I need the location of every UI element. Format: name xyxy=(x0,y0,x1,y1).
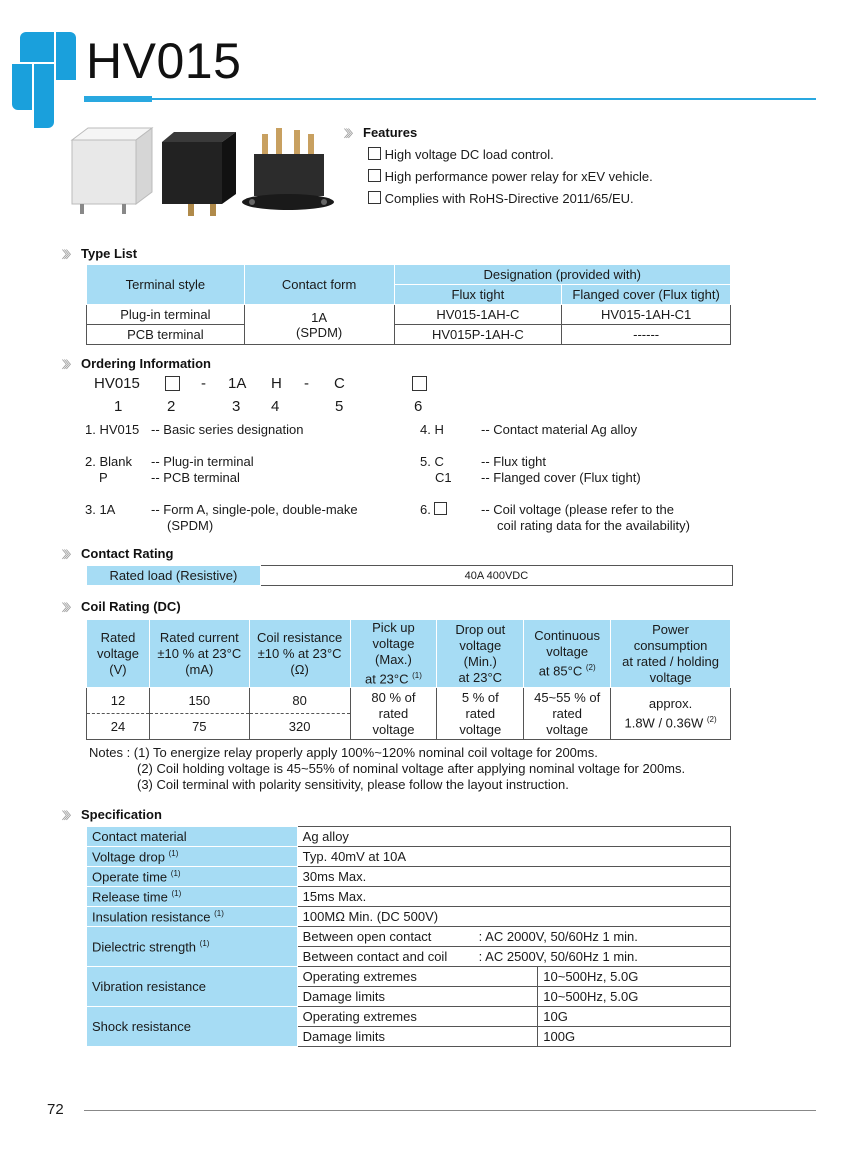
ordering-heading: 〉〉〉 Ordering Information xyxy=(62,356,211,371)
spec-value: 100G xyxy=(538,1027,731,1047)
order-key: 2. Blank xyxy=(85,454,132,469)
note-3: (3) Coil terminal with polarity sensitivity, please follow the layout instruction. xyxy=(137,777,569,792)
order-key: C1 xyxy=(435,470,452,485)
col-terminal-style: Terminal style xyxy=(87,265,245,305)
checkbox-icon xyxy=(434,502,447,515)
contact-form-cell: 1A (SPDM) xyxy=(244,305,394,345)
flanged-relay-image xyxy=(242,128,334,210)
page-title: HV015 xyxy=(86,33,242,89)
order-value: -- Basic series designation xyxy=(151,422,304,437)
order-key: P xyxy=(99,470,108,485)
spec-value: 10G xyxy=(538,1007,731,1027)
spec-key: Damage limits xyxy=(297,987,538,1007)
code-part-3: 1A xyxy=(228,375,247,392)
footer-rule xyxy=(84,1110,816,1111)
order-value: -- Form A, single-pole, double-make xyxy=(151,502,358,517)
spec-label: Vibration resistance xyxy=(87,967,298,1007)
terminal-cell: PCB terminal xyxy=(87,325,245,345)
chevron-icon: 〉〉〉 xyxy=(344,129,355,140)
code-number: 4 xyxy=(271,398,280,415)
spec-value: Between contact and coil : AC 2500V, 50/60Hz 1 min. xyxy=(297,947,730,967)
features-heading: 〉〉〉 Features xyxy=(344,125,418,140)
note-2: (2) Coil holding voltage is 45~55% of nominal voltage after applying nominal voltage for 200ms. xyxy=(137,761,686,776)
rated-load-value: 40A 400VDC xyxy=(260,566,732,586)
col-rated-current: Rated current ±10 % at 23°C (mA) xyxy=(149,620,249,688)
flanged-cell: HV015-1AH-C1 xyxy=(562,305,731,325)
coil-voltage-cell: 24 xyxy=(87,714,150,740)
order-value: -- Flux tight xyxy=(481,454,547,469)
black-relay-image xyxy=(162,132,236,216)
chevron-icon: 〉〉〉 xyxy=(62,811,73,822)
order-value: (SPDM) xyxy=(167,518,214,533)
col-rated-voltage: Rated voltage (V) xyxy=(87,620,150,688)
col-coil-resistance: Coil resistance ±10 % at 23°C (Ω) xyxy=(249,620,350,688)
contact-rating-heading: 〉〉〉 Contact Rating xyxy=(62,546,174,561)
spec-key: Operating extremes xyxy=(297,1007,538,1027)
checkbox-icon xyxy=(368,191,381,204)
title-underline-accent xyxy=(84,96,152,102)
checkbox-icon xyxy=(368,147,381,160)
code-box-6 xyxy=(412,376,427,391)
continuous-value-cell: 45~55 % of rated voltage xyxy=(524,688,611,740)
order-value: -- Plug-in terminal xyxy=(151,454,254,469)
spec-label: Release time $^{(1)}$ xyxy=(87,887,298,907)
title-underline xyxy=(152,98,816,100)
type-list-heading: 〉〉〉 Type List xyxy=(62,246,138,261)
dropout-value-cell: 5 % of rated voltage xyxy=(437,688,524,740)
col-power-consumption: Power consumption at rated / holding voltage xyxy=(611,620,731,688)
spec-label: Dielectric strength $^{(1)}$ xyxy=(87,927,298,967)
code-box-2 xyxy=(165,376,180,391)
terminal-cell: Plug-in terminal xyxy=(87,305,245,325)
pickup-value-cell: 80 % of rated voltage xyxy=(350,688,437,740)
feature-item: High performance power relay for xEV vehicle. xyxy=(368,169,653,184)
order-value: -- Contact material Ag alloy xyxy=(481,422,638,437)
code-dash: - xyxy=(304,375,309,392)
white-relay-image xyxy=(72,128,152,214)
spec-value: 30ms Max. xyxy=(297,867,730,887)
code-dash: - xyxy=(201,375,206,392)
col-flanged-cover: Flanged cover (Flux tight) xyxy=(562,285,731,305)
coil-current-cell: 150 xyxy=(149,688,249,714)
col-continuous-voltage: Continuous voltage at 85°C $^{(2)}$ xyxy=(524,620,611,688)
chevron-icon: 〉〉〉 xyxy=(62,603,73,614)
spec-label: Shock resistance xyxy=(87,1007,298,1047)
spec-value: Between open contact : AC 2000V, 50/60Hz 1 min. xyxy=(297,927,730,947)
power-value-cell: approx. 1.8W / 0.36W $^{(2)}$ xyxy=(611,688,731,740)
col-pickup-voltage: Pick up voltage (Max.) at 23°C $^{(1)}$ xyxy=(350,620,437,688)
code-part-4: H xyxy=(271,375,282,392)
specification-heading: 〉〉〉 Specification xyxy=(62,807,162,822)
spec-label: Contact material xyxy=(87,827,298,847)
coil-resistance-cell: 80 xyxy=(249,688,350,714)
chevron-icon: 〉〉〉 xyxy=(62,250,73,261)
order-key: 4. H xyxy=(420,422,444,437)
col-designation: Designation (provided with) xyxy=(394,265,730,285)
flux-cell: HV015P-1AH-C xyxy=(394,325,562,345)
col-dropout-voltage: Drop out voltage (Min.) at 23°C xyxy=(437,620,524,688)
spec-key: Damage limits xyxy=(297,1027,538,1047)
order-key: 6. xyxy=(420,502,447,517)
code-part-5: C xyxy=(334,375,345,392)
order-key: 1. HV015 xyxy=(85,422,140,437)
code-number: 6 xyxy=(414,398,423,415)
coil-resistance-cell: 320 xyxy=(249,714,350,740)
type-list-table xyxy=(86,264,731,345)
flux-cell: HV015-1AH-C xyxy=(394,305,562,325)
page-number: 72 xyxy=(47,1101,64,1118)
spec-key: Operating extremes xyxy=(297,967,538,987)
code-part-1: HV015 xyxy=(94,375,140,392)
product-photos xyxy=(66,124,336,220)
spec-value: 15ms Max. xyxy=(297,887,730,907)
spec-value: 10~500Hz, 5.0G xyxy=(538,967,731,987)
contact-rating-table xyxy=(86,565,733,586)
code-number: 5 xyxy=(335,398,344,415)
spec-label: Voltage drop $^{(1)}$ xyxy=(87,847,298,867)
chevron-icon: 〉〉〉 xyxy=(62,360,73,371)
col-contact-form: Contact form xyxy=(244,265,394,305)
feature-item: High voltage DC load control. xyxy=(368,147,554,162)
feature-item: Complies with RoHS-Directive 2011/65/EU. xyxy=(368,191,634,206)
coil-rating-table xyxy=(86,619,731,740)
coil-current-cell: 75 xyxy=(149,714,249,740)
checkbox-icon xyxy=(368,169,381,182)
specification-table xyxy=(86,826,731,1047)
col-flux-tight: Flux tight xyxy=(394,285,562,305)
flanged-cell: ------ xyxy=(562,325,731,345)
order-value: -- PCB terminal xyxy=(151,470,240,485)
note-1: Notes : (1) To energize relay properly apply 100%~120% nominal coil voltage for 200ms. xyxy=(89,745,598,760)
coil-voltage-cell: 12 xyxy=(87,688,150,714)
code-number: 2 xyxy=(167,398,176,415)
code-number: 1 xyxy=(114,398,123,415)
order-key: 5. C xyxy=(420,454,444,469)
rated-load-label: Rated load (Resistive) xyxy=(87,566,261,586)
spec-label: Operate time $^{(1)}$ xyxy=(87,867,298,887)
order-value: -- Coil voltage (please refer to the xyxy=(481,502,674,517)
spec-value: 100MΩ Min. (DC 500V) xyxy=(297,907,730,927)
order-value: -- Flanged cover (Flux tight) xyxy=(481,470,641,485)
spec-value: Ag alloy xyxy=(297,827,730,847)
coil-rating-heading: 〉〉〉 Coil Rating (DC) xyxy=(62,599,181,614)
order-key: 3. 1A xyxy=(85,502,116,517)
spec-value: 10~500Hz, 5.0G xyxy=(538,987,731,1007)
order-value: coil rating data for the availability) xyxy=(497,518,690,533)
chevron-icon: 〉〉〉 xyxy=(62,550,73,561)
spec-value: Typ. 40mV at 10A xyxy=(297,847,730,867)
spec-label: Insulation resistance $^{(1)}$ xyxy=(87,907,298,927)
code-number: 3 xyxy=(232,398,241,415)
